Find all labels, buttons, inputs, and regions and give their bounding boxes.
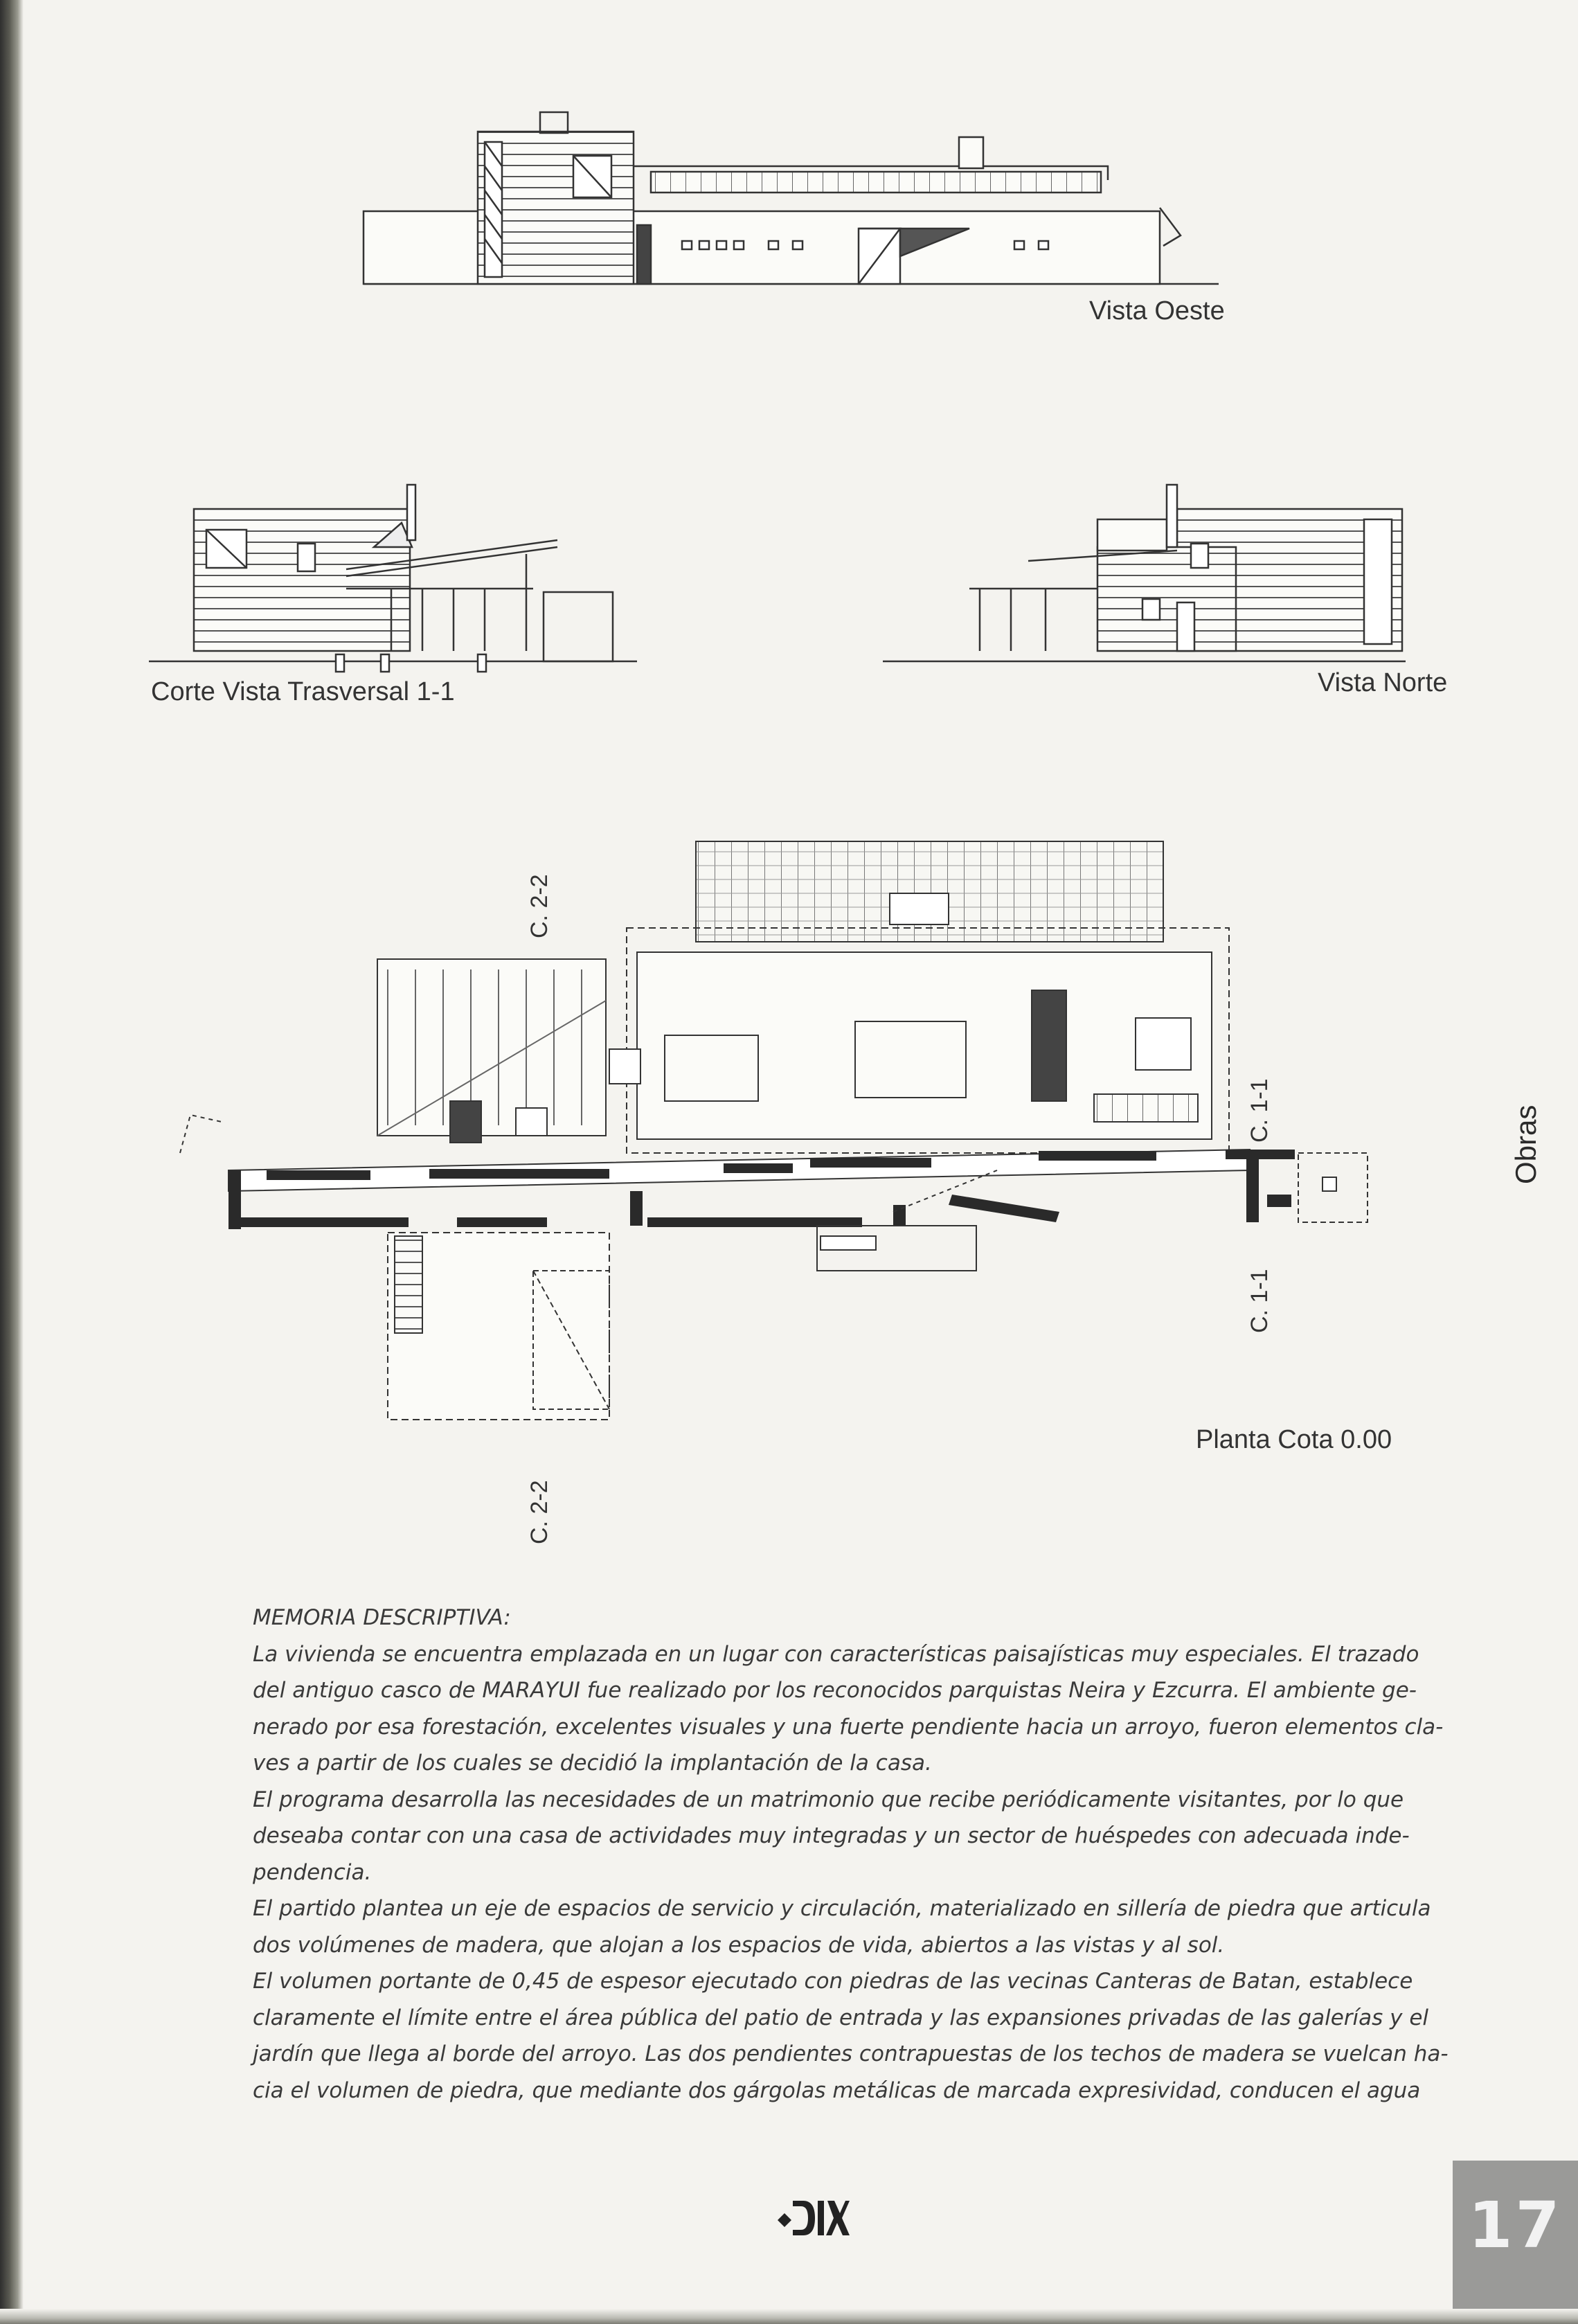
section-mark-c11-bottom: C. 1-1	[1246, 1269, 1273, 1333]
section-mark-c22-bottom: C. 2-2	[526, 1480, 553, 1544]
cross-section-caption: Corte Vista Trasversal 1-1	[151, 677, 455, 706]
memoria-line: jardín que llega al borde del arroyo. Las dos pendientes contrapuestas de los techos de madera se vuelcan ha-	[253, 2041, 1449, 2066]
memoria-line: El partido plantea un eje de espacios de servicio y circulación, materializado en sillería de piedra que articula	[253, 1896, 1431, 1921]
cross-section-elevation	[149, 485, 637, 672]
north-view-caption: Vista Norte	[1318, 668, 1448, 697]
dix-logo-icon	[772, 2194, 850, 2242]
memoria-line: cia el volumen de piedra, que mediante dos gárgolas metálicas de marcada expresividad, conducen el agua	[253, 2077, 1421, 2103]
west-elevation	[364, 112, 1219, 284]
memoria-line: deseaba contar con una casa de actividades muy integradas y un sector de huéspedes con adecuada inde-	[253, 1823, 1410, 1848]
north-elevation	[883, 485, 1406, 661]
memoria-line: del antiguo casco de MARAYUI fue realizado por los reconocidos parquistas Neira y Ezcurra. El ambiente ge-	[253, 1678, 1417, 1703]
memoria-line: El volumen portante de 0,45 de espesor ejecutado con piedras de las vecinas Canteras de Batan, establece	[253, 1969, 1413, 1994]
page-number-tab	[1453, 2161, 1578, 2309]
section-mark-c11-top: C. 1-1	[1246, 1078, 1273, 1143]
memoria-line: El programa desarrolla las necesidades de un matrimonio que recibe periódicamente visitantes, por lo que	[253, 1787, 1404, 1812]
page-number: 17	[1468, 2188, 1563, 2262]
floor-plan-caption: Planta Cota 0.00	[1196, 1425, 1392, 1454]
section-tab-obras: Obras	[1509, 1105, 1542, 1184]
memoria-line: La vivienda se encuentra emplazada en un lugar con características paisajísticas muy especiales. El trazado	[253, 1641, 1419, 1667]
memoria-line: claramente el límite entre el área pública del patio de entrada y las expansiones privadas de las galerías y el	[253, 2005, 1429, 2030]
memoria-descriptiva	[253, 1600, 1449, 2109]
memoria-line: nerado por esa forestación, excelentes visuales y una fuerte pendiente hacia un arroyo, fueron elementos cla-	[253, 1714, 1444, 1740]
floor-plan	[180, 841, 1368, 1420]
memoria-line: dos volúmenes de madera, que alojan a los espacios de vida, abiertos a las vistas y al sol.	[253, 1932, 1225, 1958]
memoria-line: ves a partir de los cuales se decidió la implantación de la casa.	[253, 1751, 932, 1776]
memoria-heading: MEMORIA DESCRIPTIVA:	[253, 1605, 511, 1630]
memoria-line: pendencia.	[253, 1859, 372, 1885]
west-view-caption: Vista Oeste	[1089, 296, 1225, 325]
section-mark-c22-top: C. 2-2	[526, 874, 553, 938]
